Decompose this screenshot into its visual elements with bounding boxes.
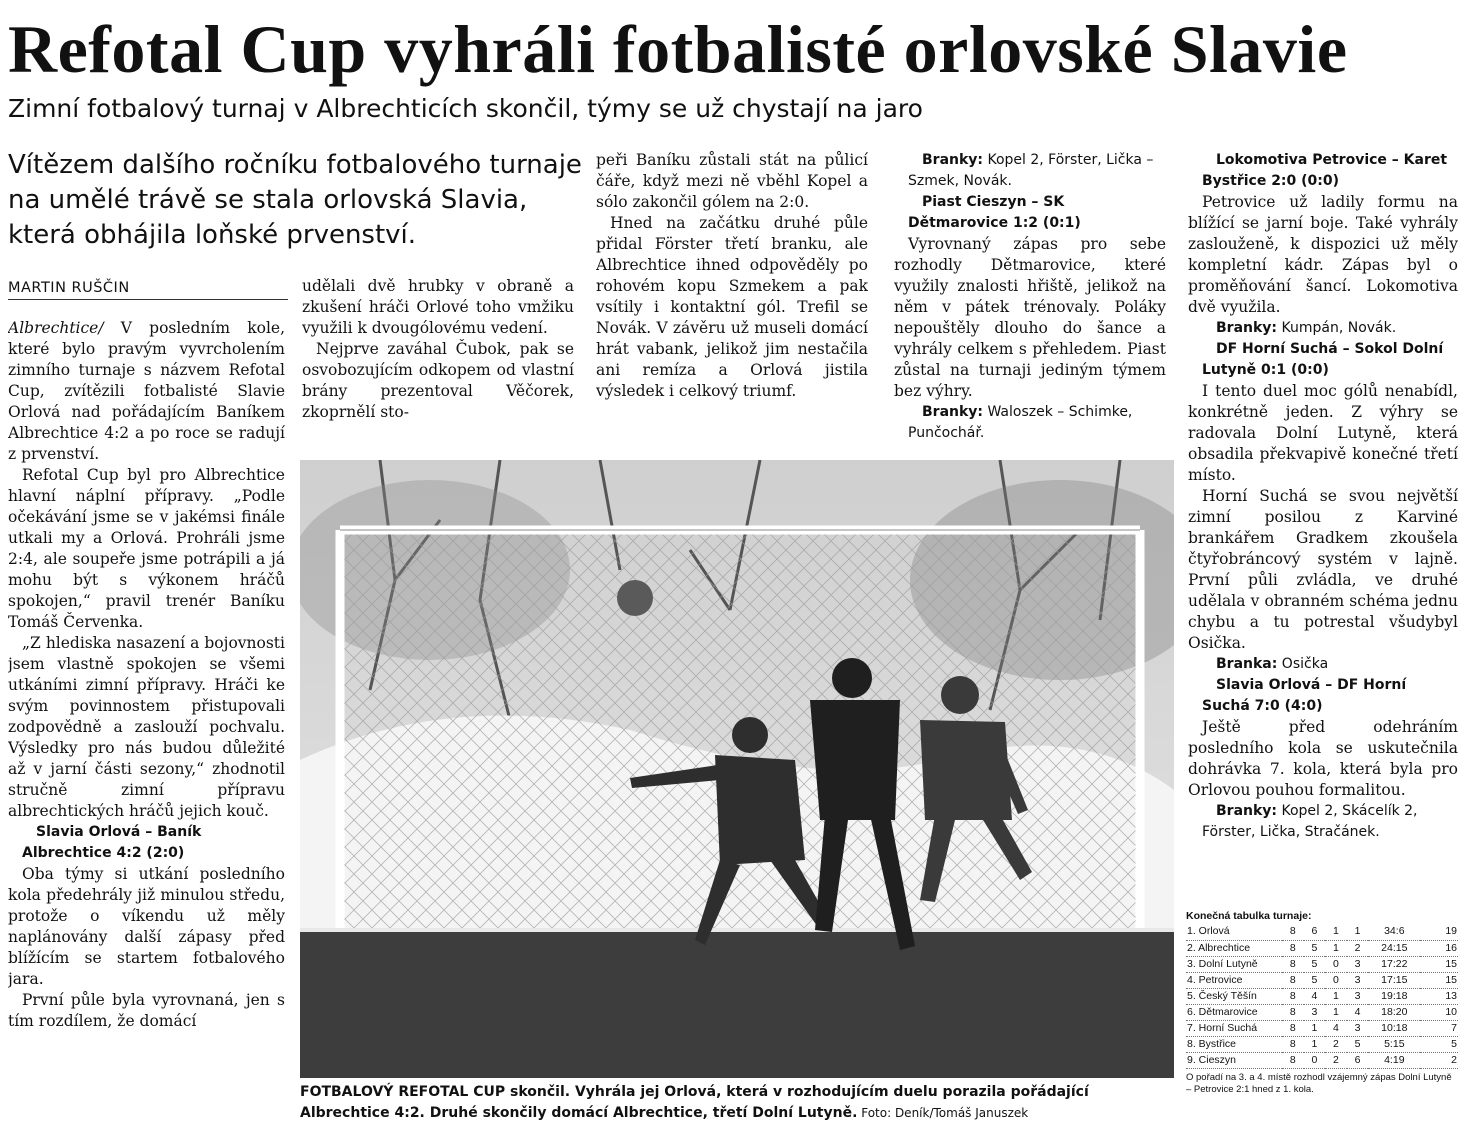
article-column-2 bbox=[302, 276, 574, 456]
table-row bbox=[1186, 1020, 1458, 1036]
table-row bbox=[1186, 1052, 1458, 1068]
wins-cell: 4 bbox=[1304, 988, 1326, 1004]
dateline: Albrechtice/ bbox=[8, 319, 104, 337]
team-cell: 1. Orlová bbox=[1186, 924, 1282, 940]
team-cell: 3. Dolní Lutyně bbox=[1186, 956, 1282, 972]
table-row bbox=[1186, 1004, 1458, 1020]
points-cell: 2 bbox=[1420, 1052, 1458, 1068]
match-photo bbox=[300, 460, 1174, 1078]
draws-cell: 1 bbox=[1325, 988, 1347, 1004]
wins-cell: 5 bbox=[1304, 972, 1326, 988]
played-cell: 8 bbox=[1282, 956, 1304, 972]
losses-cell: 6 bbox=[1347, 1052, 1369, 1068]
played-cell: 8 bbox=[1282, 924, 1304, 940]
article-paragraph: První půle byla vyrovnaná, jen s tím rozdílem, že domácí bbox=[8, 991, 285, 1030]
football-goal-scene-illustration bbox=[300, 460, 1174, 1078]
draws-cell: 2 bbox=[1325, 1036, 1347, 1052]
article-column-3 bbox=[596, 150, 868, 456]
article-paragraph: Petrovice už ladily formu na blížící se jarní boje. Také vyhrály zaslouženě, k dispozici už měly kompletní kádr. Zápas byl o proměňování šancí. Lokomotiva dvě využila. bbox=[1188, 193, 1458, 316]
table-row bbox=[1186, 972, 1458, 988]
score-cell: 5:15 bbox=[1368, 1036, 1420, 1052]
wins-cell: 5 bbox=[1304, 956, 1326, 972]
wins-cell: 6 bbox=[1304, 924, 1326, 940]
table-row bbox=[1186, 956, 1458, 972]
scorers: Branky: Kopel 2, Förster, Lička – Szmek, Novák. bbox=[908, 152, 1154, 189]
caption-lead: FOTBALOVÝ REFOTAL CUP bbox=[300, 1084, 506, 1100]
played-cell: 8 bbox=[1282, 940, 1304, 956]
wins-cell: 1 bbox=[1304, 1020, 1326, 1036]
article-paragraph: udělali dvě hrubky v obraně a zkušení hráči Orlové toho vmžiku využili k dvougólovému vedení. bbox=[302, 277, 574, 337]
article-column-5 bbox=[1188, 150, 1458, 900]
team-cell: 8. Bystřice bbox=[1186, 1036, 1282, 1052]
draws-cell: 2 bbox=[1325, 1052, 1347, 1068]
match-result: Slavia Orlová – DF Horní Suchá 7:0 (4:0) bbox=[1202, 677, 1407, 714]
match-result: Piast Cieszyn – SK Dětmarovice 1:2 (0:1) bbox=[908, 194, 1081, 231]
team-cell: 4. Petrovice bbox=[1186, 972, 1282, 988]
table-row bbox=[1186, 940, 1458, 956]
points-cell: 19 bbox=[1420, 924, 1458, 940]
score-cell: 10:18 bbox=[1368, 1020, 1420, 1036]
team-cell: 5. Český Těšín bbox=[1186, 988, 1282, 1004]
scorers: Branky: Kumpán, Novák. bbox=[1216, 320, 1397, 336]
byline: MARTIN RUŠČIN bbox=[8, 280, 288, 300]
photo-caption: FOTBALOVÝ REFOTAL CUP skončil. Vyhrála jej Orlová, která v rozhodujícím duelu porazila pořádající Albrechtice 4:2. Druhé skončily domácí Albrechtice, třetí Dolní Lutyně. Foto: Deník/Tomáš Januszek bbox=[300, 1084, 1089, 1121]
score-cell: 24:15 bbox=[1368, 940, 1420, 956]
draws-cell: 1 bbox=[1325, 940, 1347, 956]
draws-cell: 0 bbox=[1325, 972, 1347, 988]
score-cell: 17:15 bbox=[1368, 972, 1420, 988]
headline: Refotal Cup vyhráli fotbalisté orlovské Slavie bbox=[8, 11, 1348, 87]
played-cell: 8 bbox=[1282, 1036, 1304, 1052]
draws-cell: 4 bbox=[1325, 1020, 1347, 1036]
losses-cell: 4 bbox=[1347, 1004, 1369, 1020]
losses-cell: 3 bbox=[1347, 972, 1369, 988]
article-paragraph: peři Baníku zůstali stát na půlicí čáře, když mezi ně vběhl Kopel a sólo zakončil gólem na 2:0. bbox=[596, 151, 868, 211]
scorers: Branky: Kopel 2, Skácelík 2, Förster, Lička, Stračánek. bbox=[1202, 803, 1418, 840]
article-paragraph: Albrechtice/ V posledním kole, které bylo pravým vyvrcholením zimního turnaje s názvem Refotal Cup, zvítězili fotbalisté Slavie Orlová nad pořádajícím Baníkem Albrechtice 4:2 a po roce se radují z prvenství. bbox=[8, 319, 285, 463]
wins-cell: 0 bbox=[1304, 1052, 1326, 1068]
lead-paragraph: Vítězem dalšího ročníku fotbalového turnaje na umělé trávě se stala orlovská Slavia, která obhájila loňské prvenství. bbox=[8, 150, 582, 250]
draws-cell: 0 bbox=[1325, 956, 1347, 972]
article-paragraph: „Z hlediska nasazení a bojovnosti jsem vlastně spokojen se všemi utkáními zimní přípravy. Hráči ke svým povinnostem přistupovali zodpovědně a zaslouží pochvalu. Výsledky pro nás budou důležité až v jarní části sezony,“ zhodnotil stručně zimní přípravu albrechtických hráčů jejich kouč. bbox=[8, 634, 285, 820]
points-cell: 7 bbox=[1420, 1020, 1458, 1036]
losses-cell: 3 bbox=[1347, 988, 1369, 1004]
played-cell: 8 bbox=[1282, 1004, 1304, 1020]
team-cell: 2. Albrechtice bbox=[1186, 940, 1282, 956]
played-cell: 8 bbox=[1282, 972, 1304, 988]
scorers: Branka: Osička bbox=[1216, 656, 1329, 672]
table-row bbox=[1186, 1036, 1458, 1052]
match-result: Slavia Orlová – Baník Albrechtice 4:2 (2:0) bbox=[22, 824, 202, 861]
score-cell: 17:22 bbox=[1368, 956, 1420, 972]
article-paragraph: Refotal Cup byl pro Albrechtice hlavní náplní přípravy. „Podle očekávání jsme se v jakémsi finále utkali my a Orlová. Prohráli jsme 2:4, ale soupeře jsme potrápili a já mohu být s výkonem hráčů spokojen,“ pravil trenér Baníku Tomáš Červenka. bbox=[8, 466, 285, 631]
article-paragraph: Oba týmy si utkání posledního kola předehrály již minulou středu, protože o víkendu už měly naplánovány další zápasy před blížícím se startem fotbalového jara. bbox=[8, 865, 285, 988]
wins-cell: 5 bbox=[1304, 940, 1326, 956]
team-cell: 7. Horní Suchá bbox=[1186, 1020, 1282, 1036]
draws-cell: 1 bbox=[1325, 924, 1347, 940]
article-paragraph: Horní Suchá se svou největší zimní posilou z Karviné brankářem Gradkem zkoušela čtyřobráncový systém v lajně. První půli zvládla, ve druhé udělala v obranném schéma jednu chybu a tu potrestal všudybyl Osička. bbox=[1188, 487, 1458, 652]
played-cell: 8 bbox=[1282, 1052, 1304, 1068]
subheadline: Zimní fotbalový turnaj v Albrechticích skončil, týmy se už chystají na jaro bbox=[8, 94, 923, 123]
points-cell: 15 bbox=[1420, 972, 1458, 988]
standings-title: Konečná tabulka turnaje: bbox=[1186, 910, 1312, 922]
scorers: Branky: Waloszek – Schimke, Punčochář. bbox=[908, 404, 1133, 441]
standings-note: O pořadí na 3. a 4. místě rozhodl vzájemný zápas Dolní Lutyně – Petrovice 2:1 hned z 1. kola. bbox=[1186, 1071, 1452, 1095]
article-paragraph: I tento duel moc gólů nenabídl, konkrétně jeden. Z výhry se radovala Dolní Lutyně, která obsadila překvapivě konečné třetí místo. bbox=[1188, 382, 1458, 484]
points-cell: 5 bbox=[1420, 1036, 1458, 1052]
points-cell: 15 bbox=[1420, 956, 1458, 972]
losses-cell: 1 bbox=[1347, 924, 1369, 940]
article-column-4 bbox=[894, 150, 1166, 456]
article-paragraph: Vyrovnaný zápas pro sebe rozhodly Dětmarovice, které využily znalosti hřiště, jelikož na něm v pátek trénovaly. Poláky nepouštěly dlouho do šance a vyhrály celkem s přehledem. Piast zůstal na turnaji jediným týmem bez výhry. bbox=[894, 235, 1166, 400]
standings-grid bbox=[1186, 924, 1458, 1069]
team-cell: 6. Dětmarovice bbox=[1186, 1004, 1282, 1020]
played-cell: 8 bbox=[1282, 1020, 1304, 1036]
losses-cell: 5 bbox=[1347, 1036, 1369, 1052]
losses-cell: 3 bbox=[1347, 956, 1369, 972]
score-cell: 18:20 bbox=[1368, 1004, 1420, 1020]
article-column-1 bbox=[8, 318, 285, 1133]
score-cell: 4:19 bbox=[1368, 1052, 1420, 1068]
table-row bbox=[1186, 988, 1458, 1004]
wins-cell: 1 bbox=[1304, 1036, 1326, 1052]
team-cell: 9. Cieszyn bbox=[1186, 1052, 1282, 1068]
score-cell: 34:6 bbox=[1368, 924, 1420, 940]
table-row bbox=[1186, 924, 1458, 940]
points-cell: 13 bbox=[1420, 988, 1458, 1004]
photo-credit: Foto: Deník/Tomáš Januszek bbox=[857, 1106, 1029, 1120]
standings-table bbox=[1186, 908, 1458, 1096]
article-paragraph: Hned na začátku druhé půle přidal Förster třetí branku, ale Albrechtice ihned odpověděly po rohovém kopu Szmekem a pak vsítily i kontaktní gól. Trefil se Novák. V závěru už museli domácí hrát vabank, jelikož jim nestačila ani remíza a Orlová jistila výsledek i celkový triumf. bbox=[596, 214, 868, 400]
match-result: DF Horní Suchá – Sokol Dolní Lutyně 0:1 (0:0) bbox=[1202, 341, 1444, 378]
points-cell: 16 bbox=[1420, 940, 1458, 956]
wins-cell: 3 bbox=[1304, 1004, 1326, 1020]
draws-cell: 1 bbox=[1325, 1004, 1347, 1020]
losses-cell: 2 bbox=[1347, 940, 1369, 956]
played-cell: 8 bbox=[1282, 988, 1304, 1004]
match-result: Lokomotiva Petrovice – Karet Bystřice 2:0 (0:0) bbox=[1202, 152, 1448, 189]
losses-cell: 3 bbox=[1347, 1020, 1369, 1036]
article-paragraph: Nejprve zaváhal Čubok, pak se osvobozujícím odkopem od vlastní brány prezentoval Věčorek, zkoprnělí sto- bbox=[302, 340, 574, 421]
points-cell: 10 bbox=[1420, 1004, 1458, 1020]
score-cell: 19:18 bbox=[1368, 988, 1420, 1004]
article-paragraph: Ještě před odehráním posledního kola se uskutečnila dohrávka 7. kola, která byla pro Orlovou pouhou formalitou. bbox=[1188, 718, 1458, 799]
